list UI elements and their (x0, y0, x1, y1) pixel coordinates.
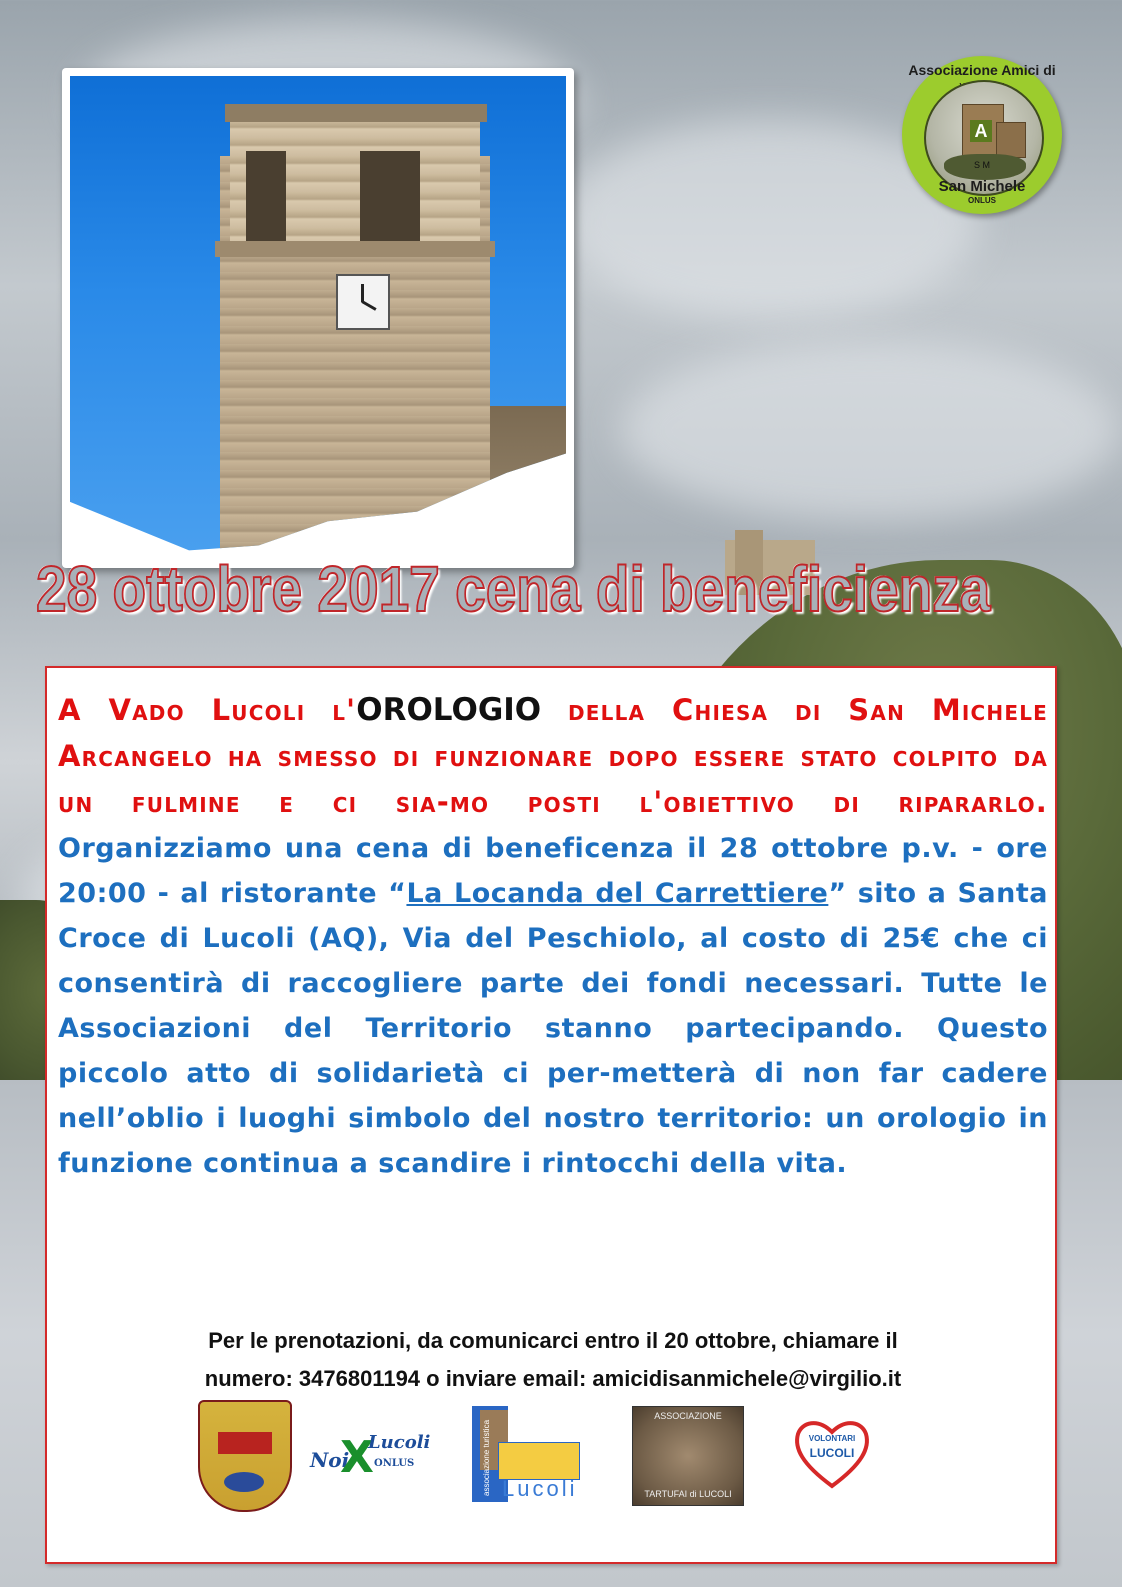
announcement-orologio: OROLOGIO (356, 692, 542, 728)
tower-cornice (215, 241, 495, 257)
association-logo (902, 56, 1062, 214)
bell-tower-photo-card (62, 68, 574, 568)
bell-tower-photo (70, 76, 566, 560)
tart-bottom-text: TARTUFAI di LUCOLI (644, 1489, 732, 1499)
tour-vertical-text: associazione turistica (482, 1419, 491, 1496)
noix-text-x: X (340, 1432, 374, 1483)
volontari-lucoli-logo (786, 1406, 878, 1496)
partner-logos (60, 1400, 1050, 1510)
announcement-blue-text-2: ” sito a Santa Croce di Lucoli (AQ), Via del Peschiolo, al costo di 25€ che ci consentirà di raccogliere parte dei fondi necessari. Tutte le Associazioni del Territorio stanno partecipando. Questo piccolo atto di solidarietà ci per-metterà di non far cadere nell’oblio i luoghi simbolo del nostro territorio: un orologio in funzione continua a scandire i rintocchi della vita. (58, 878, 1048, 1179)
truffle-association-logo (632, 1406, 744, 1506)
clock-face (336, 274, 390, 330)
vol-text-2: LUCOLI (809, 1446, 855, 1460)
tart-top-text: ASSOCIAZIONE (654, 1411, 722, 1421)
booking-line-2[interactable]: numero: 3476801194 o inviare email: amicidisanmichele@virgilio.it (204, 1366, 902, 1391)
announcement-red-intro: A Vado Lucoli l' (58, 693, 357, 727)
logo-onlus-text: ONLUS (968, 196, 996, 205)
booking-info (58, 1322, 1048, 1398)
bell-opening-right (360, 151, 420, 246)
noi-per-lucoli-logo (310, 1428, 440, 1488)
logo-bottom-text: San Michele (938, 178, 1026, 195)
noix-text-onlus: ONLUS (374, 1458, 415, 1469)
restaurant-link[interactable]: La Locanda del Carrettiere (406, 878, 829, 909)
municipality-crest-logo (198, 1400, 292, 1512)
noix-text-noi: Noi (310, 1448, 350, 1472)
bell-opening-left (246, 151, 286, 246)
tour-logo-box (498, 1442, 580, 1480)
logo-church-annex-icon (996, 122, 1026, 158)
announcement-blue-text: Organizziamo una cena di beneficenza il 28 ottobre p.v. - ore 20:00 - al ristorante “ (58, 833, 1048, 909)
logo-top-text: Associazione Amici di (908, 62, 1056, 78)
tower-roof (225, 104, 487, 122)
tour-logo-text: Lucoli (502, 1476, 578, 1501)
booking-line-1: Per le prenotazioni, da comunicarci entro il 20 ottobre, chiamare il (208, 1328, 898, 1353)
vol-text-1: VOLONTARI (808, 1434, 856, 1443)
logo-letter: A (970, 120, 992, 142)
logo-initials: S M (973, 160, 990, 170)
announcement-text (58, 688, 1048, 1186)
noix-text-lucoli: Lucoli (368, 1432, 431, 1453)
event-title: 28 ottobre 2017 cena di beneficienza (36, 553, 991, 625)
announcement-red-text: della Chiesa di San Michele Arcangelo ha smesso di funzionare dopo essere stato colpito da un fulmine e ci sia-mo posti l'obiettivo di ripararlo. (58, 693, 1049, 819)
church-side-roof (490, 406, 566, 560)
tourist-association-logo (472, 1406, 582, 1502)
